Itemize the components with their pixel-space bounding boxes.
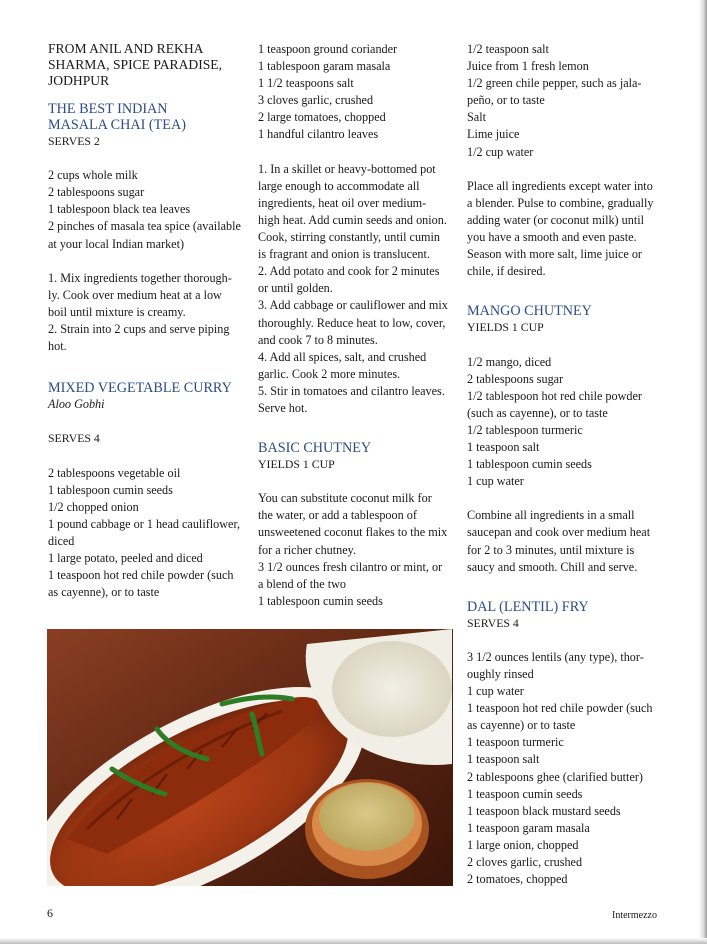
ingredient: oughly rinsed xyxy=(467,667,534,681)
ingredient: Salt xyxy=(467,110,486,125)
ingredient: 2 large tomatoes, chopped xyxy=(258,110,386,125)
intro-line: JODHPUR xyxy=(48,73,110,88)
ingredient: 1/2 cup water xyxy=(467,144,534,159)
ingredient: a blend of the two xyxy=(258,576,346,591)
step: 3. Add cabbage or cauliflower and mix xyxy=(258,298,448,313)
ingredient: 1 teaspoon salt xyxy=(467,439,540,454)
step: or until golden. xyxy=(258,281,333,296)
step: and cook 7 to 8 minutes. xyxy=(258,332,378,347)
step: Season with more salt, lime juice or xyxy=(467,247,642,262)
ingredient: 1/2 green chile pepper, such as jala- xyxy=(467,76,642,91)
step: 1. Mix ingredients together thorough- xyxy=(48,270,232,285)
ingredient: 1/2 tablespoon turmeric xyxy=(467,422,583,437)
ingredient: 1 pound cabbage or 1 head cauliflower, xyxy=(48,516,241,531)
ingredient: 2 pinches of masala tea spice (available xyxy=(48,219,241,234)
step: 1. In a skillet or heavy-bottomed pot xyxy=(258,161,436,176)
step: thoroughly. Reduce heat to low, cover, xyxy=(258,315,446,330)
ingredient: (such as cayenne), or to taste xyxy=(467,405,608,420)
step: boil until mixture is creamy. xyxy=(48,304,186,319)
ingredient: 1 tablespoon cumin seeds xyxy=(258,593,383,608)
ingredient: 1/2 tablespoon hot red chile powder xyxy=(467,388,642,403)
chai-serves: SERVES 2 xyxy=(48,134,100,148)
column-3 xyxy=(467,41,667,888)
food-photo xyxy=(47,629,453,886)
step: large enough to accommodate all xyxy=(258,178,420,193)
ingredient: 2 tablespoons ghee (clarified butter) xyxy=(467,769,643,784)
step: ly. Cook over medium heat at a low xyxy=(48,287,222,302)
ingredient: 1/2 mango, diced xyxy=(467,354,552,369)
ingredient: 3 cloves garlic, crushed xyxy=(258,93,374,108)
ingredient: 2 tomatoes, chopped xyxy=(467,872,568,887)
ingredient: at your local Indian market) xyxy=(48,236,185,251)
ingredient: 3 1/2 ounces fresh cilantro or mint, or xyxy=(258,559,443,574)
ingredient: Juice from 1 fresh lemon xyxy=(467,59,589,74)
step: for 2 to 3 minutes, until mixture is xyxy=(467,542,635,557)
ingredient: 1 teaspoon salt xyxy=(467,752,540,767)
step: 2. Strain into 2 cups and serve piping xyxy=(48,322,230,337)
ingredient: 1 teaspoon ground coriander xyxy=(258,42,398,56)
ingredient: 1 tablespoon cumin seeds xyxy=(48,482,173,497)
ingredient: 1 tablespoon black tea leaves xyxy=(48,202,191,217)
page-shadow-bottom xyxy=(0,938,707,944)
step: garlic. Cook 2 more minutes. xyxy=(258,366,401,381)
ingredient: Lime juice xyxy=(467,127,520,142)
step: Serve hot. xyxy=(258,400,308,415)
step: ingredients, heat oil over medium- xyxy=(258,195,427,210)
ingredient: 2 cups whole milk xyxy=(48,168,138,183)
intro-line: SHARMA, SPICE PARADISE, xyxy=(48,57,222,72)
step: 4. Add all spices, salt, and crushed xyxy=(258,349,427,364)
ingredient: 1 teaspoon garam masala xyxy=(467,820,590,835)
step: Cook, stirring constantly, until cumin xyxy=(258,230,441,245)
ingredient: 1 teaspoon hot red chile powder (such xyxy=(467,701,653,716)
curry-serves: SERVES 4 xyxy=(48,431,100,446)
note: for a richer chutney. xyxy=(258,542,357,557)
ingredient: 1/2 chopped onion xyxy=(48,499,139,514)
chutney-title: BASIC CHUTNEY xyxy=(258,440,372,457)
chai-title: THE BEST INDIAN xyxy=(48,101,168,117)
chai-title: MASALA CHAI (TEA) xyxy=(48,117,186,133)
step: Combine all ingredients in a small xyxy=(467,508,635,523)
page-shadow-right xyxy=(699,0,707,944)
ingredient: 2 cloves garlic, crushed xyxy=(467,855,583,870)
step: saucepan and cook over medium heat xyxy=(467,525,651,540)
ingredient: 1 teaspoon cumin seeds xyxy=(467,786,583,801)
dal-serves: SERVES 4 xyxy=(467,615,519,630)
ingredient: 1 teaspoon hot red chile powder (such xyxy=(48,568,234,583)
ingredient: 1 large onion, chopped xyxy=(467,837,579,852)
ingredient: 1 tablespoon garam masala xyxy=(258,59,391,74)
step: adding water (or coconut milk) until xyxy=(467,212,645,227)
mango-title: MANGO CHUTNEY xyxy=(467,303,592,320)
ingredient: peño, or to taste xyxy=(467,93,545,108)
ingredient: 1 1/2 teaspoons salt xyxy=(258,76,354,91)
magazine-name: Intermezzo xyxy=(612,910,657,921)
ingredient: 1 cup water xyxy=(467,684,524,699)
step: saucy and smooth. Chill and serve. xyxy=(467,559,638,574)
ingredient: 1 handful cilantro leaves xyxy=(258,127,379,142)
step: you have a smooth and even paste. xyxy=(467,230,637,245)
ingredient: 2 tablespoons sugar xyxy=(467,371,564,386)
ingredient: 3 1/2 ounces lentils (any type), thor- xyxy=(467,649,644,664)
food-photo-illustration xyxy=(47,629,453,886)
ingredient: 1 cup water xyxy=(467,474,524,489)
step: 5. Stir in tomatoes and cilantro leaves. xyxy=(258,383,445,398)
note: the water, or add a tablespoon of xyxy=(258,508,417,523)
ingredient: 2 tablespoons sugar xyxy=(48,185,145,200)
step: Place all ingredients except water into xyxy=(467,178,653,193)
curry-title: MIXED VEGETABLE CURRY xyxy=(48,380,232,397)
ingredient: diced xyxy=(48,533,75,548)
note: You can substitute coconut milk for xyxy=(258,491,432,506)
step: 2. Add potato and cook for 2 minutes xyxy=(258,264,440,279)
step: high heat. Add cumin seeds and onion. xyxy=(258,212,447,227)
page-number: 6 xyxy=(47,906,53,920)
curry-subtitle: Aloo Gobhi xyxy=(48,397,105,412)
mango-yields: YIELDS 1 CUP xyxy=(467,320,544,335)
chutney-yields: YIELDS 1 CUP xyxy=(258,457,335,472)
dal-title: DAL (LENTIL) FRY xyxy=(467,598,589,615)
ingredient: 1 tablespoon cumin seeds xyxy=(467,457,592,472)
ingredient: as cayenne) or to taste xyxy=(467,718,576,733)
ingredient: 1 teaspoon turmeric xyxy=(467,735,564,750)
step: chile, if desired. xyxy=(467,264,546,279)
ingredient: 1 teaspoon black mustard seeds xyxy=(467,803,621,818)
ingredient: as cayenne), or to taste xyxy=(48,585,160,600)
ingredient: 1/2 teaspoon salt xyxy=(467,42,549,56)
column-1 xyxy=(48,41,248,601)
column-2 xyxy=(258,41,458,610)
ingredient: 2 tablespoons vegetable oil xyxy=(48,465,181,480)
step: hot. xyxy=(48,339,67,354)
step: is fragrant and onion is translucent. xyxy=(258,247,430,262)
step: a blender. Pulse to combine, gradually xyxy=(467,195,654,210)
note: unsweetened coconut flakes to the mix xyxy=(258,525,448,540)
ingredient: 1 large potato, peeled and diced xyxy=(48,551,203,566)
intro-line: FROM ANIL AND REKHA xyxy=(48,41,204,56)
